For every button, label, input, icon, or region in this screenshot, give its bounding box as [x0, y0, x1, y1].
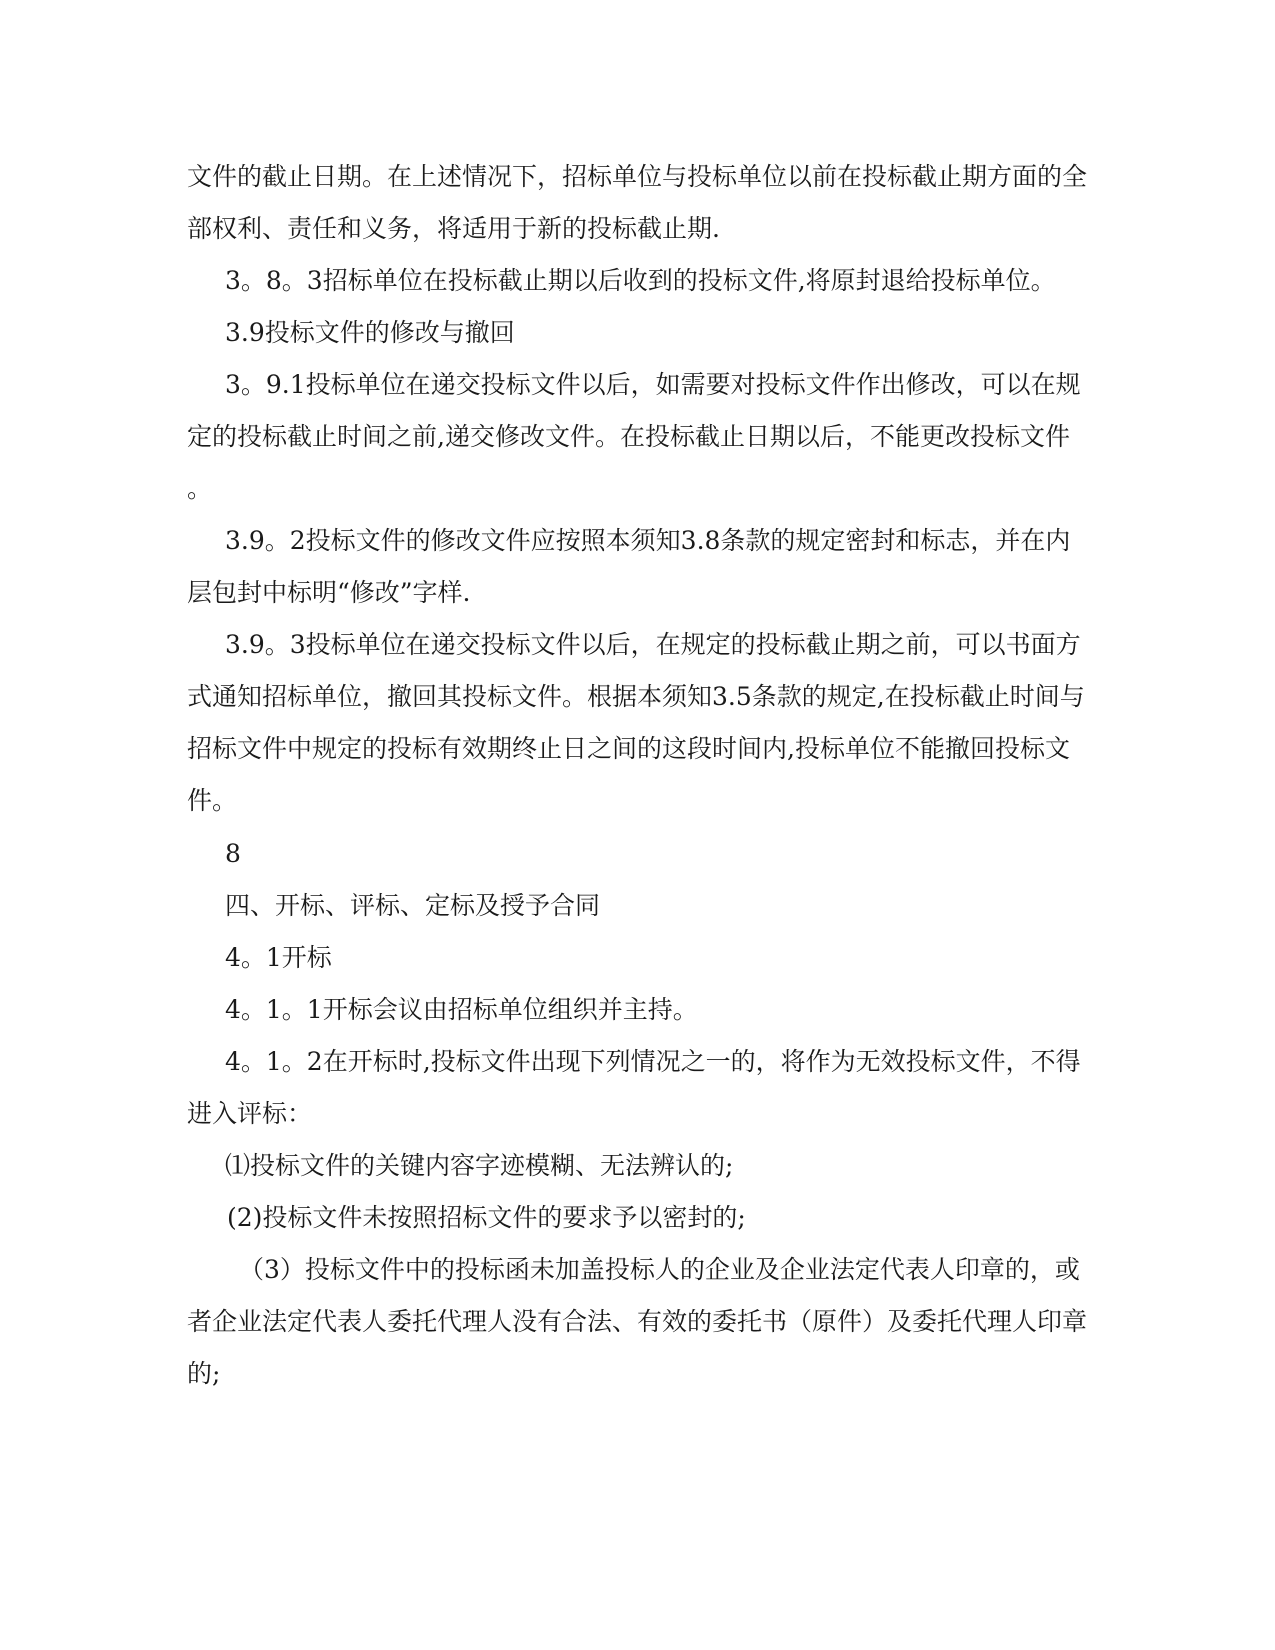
text-line: 定的投标截止时间之前,递交修改文件。在投标截止日期以后，不能更改投标文件	[187, 422, 1070, 451]
chapter-heading: 四、开标、评标、定标及授予合同	[225, 891, 601, 920]
text-line: 件。	[187, 786, 238, 815]
text-line: 文件的截止日期。在上述情况下，招标单位与投标单位以前在投标截止期方面的全	[187, 162, 1088, 191]
page-number: 8	[225, 839, 241, 868]
text-line: 层包封中标明“修改”字样.	[187, 578, 471, 607]
text-line: 3.9。3投标单位在递交投标文件以后，在规定的投标截止期之前，可以书面方	[225, 630, 1081, 659]
text-line: 4。1。1开标会议由招标单位组织并主持。	[225, 995, 698, 1024]
text-line: 4。1。2在开标时,投标文件出现下列情况之一的，将作为无效投标文件，不得	[225, 1047, 1081, 1076]
section-heading: 4。1开标	[225, 943, 332, 972]
text-line: 进入评标：	[187, 1099, 313, 1128]
text-line: 的;	[187, 1359, 221, 1388]
text-line: 3。8。3招标单位在投标截止期以后收到的投标文件,将原封退给投标单位。	[225, 266, 1056, 295]
text-line: 。	[187, 474, 213, 503]
list-item: （3）投标文件中的投标函未加盖投标人的企业及企业法定代表人印章的，或	[239, 1255, 1080, 1284]
text-line: 者企业法定代表人委托代理人没有合法、有效的委托书（原件）及委托代理人印章	[187, 1307, 1088, 1336]
text-line: 式通知招标单位，撤回其投标文件。根据本须知3.5条款的规定,在投标截止时间与	[187, 682, 1085, 711]
text-line: 3.9。2投标文件的修改文件应按照本须知3.8条款的规定密封和标志，并在内	[225, 526, 1071, 555]
text-line: 招标文件中规定的投标有效期终止日之间的这段时间内,投标单位不能撤回投标文	[187, 734, 1070, 763]
section-heading: 3.9投标文件的修改与撤回	[225, 318, 515, 347]
list-item: (2)投标文件未按照招标文件的要求予以密封的;	[227, 1203, 746, 1232]
list-item: ⑴投标文件的关键内容字迹模糊、无法辨认的;	[225, 1151, 734, 1180]
text-line: 部权利、责任和义务，将适用于新的投标截止期.	[187, 214, 720, 243]
text-line: 3。9.1投标单位在递交投标文件以后，如需要对投标文件作出修改，可以在规	[225, 370, 1081, 399]
